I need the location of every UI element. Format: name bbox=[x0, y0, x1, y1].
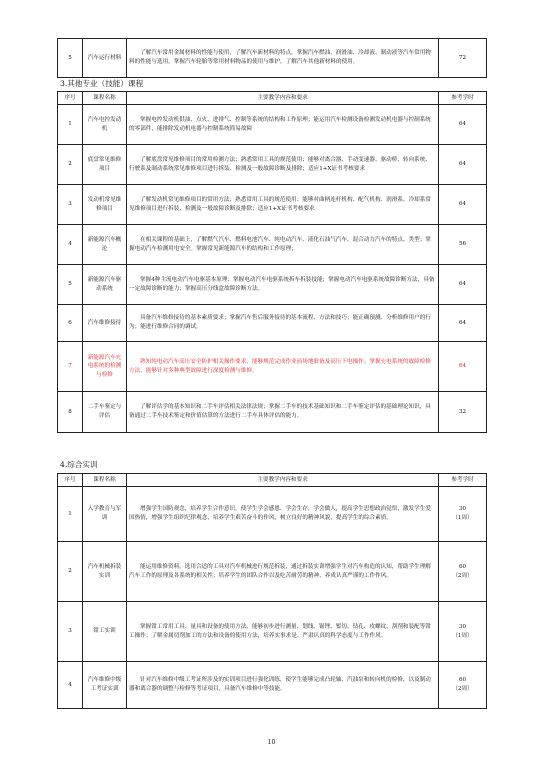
course-content: 针对汽车维修中级工考证所涉及的实训项目进行强化训练，使学生能够完成凸轮轴、汽油泵和转向机的检修，以及制动器和离合器的调整与检修等考证项目，具备汽车维修中等技能。 bbox=[127, 662, 439, 709]
course-content: 具备汽车维修接待的基本素质要求；掌握汽车售后服务接待的基本流程、方法和技巧；能正确预测、分析维修用户的行为；能进行维修合同的调试。 bbox=[127, 305, 439, 342]
table-row bbox=[58, 662, 487, 709]
course-hours: 64 bbox=[439, 105, 487, 145]
course-name: 汽车维修接待 bbox=[83, 305, 127, 342]
page-number: 10 bbox=[267, 739, 276, 746]
course-content: 掌握4种主流电动汽车电驱基本原理；掌握电动汽车电驱系统拆车拆装技能；掌握电动汽车电驱系统故障诊断方法，具备一定故障诊断的能力；掌握高压分线盒故障诊断方法。 bbox=[127, 265, 439, 305]
header-no: 序号 bbox=[58, 92, 83, 105]
course-hours: 64 bbox=[439, 305, 487, 342]
course-name: 二手车鉴定与评估 bbox=[83, 392, 127, 433]
row-number: 2 bbox=[58, 145, 83, 185]
table-row-highlighted bbox=[58, 342, 487, 392]
course-hours: 72 bbox=[439, 39, 487, 78]
course-hours-cell bbox=[439, 487, 487, 542]
row-number: 2 bbox=[58, 542, 83, 602]
course-content: 增强学生国防观念，培养学生合作意识，使学生学会感恩、学会生存，学会做人，提高学生思想政治觉悟，激发学生爱国热情，增强学生组织纪律观念，培养学生艰苦奋斗的作风，树立良好的精神风貌，提高学生的综合素质。 bbox=[127, 487, 439, 542]
course-hours: 56 bbox=[439, 225, 487, 265]
course-hours: 60 bbox=[458, 677, 467, 684]
table-row bbox=[58, 265, 487, 305]
table-row bbox=[58, 542, 487, 602]
row-number: 7 bbox=[58, 342, 83, 392]
course-hours: 30 bbox=[458, 506, 467, 513]
course-name: 发动机常见维修项目 bbox=[83, 185, 127, 225]
course-name: 新能源汽车充电系统的检测与检修 bbox=[83, 342, 127, 392]
course-content: 了解汽车常用金属材料的性能与使用，了解汽车新材料的特点，掌握汽车燃油、润滑油、冷却液、制动液等汽车常用物料的性能与选用，掌握汽车轮胎等常用材料物品的使用与维护，了解汽车其他新材料的使用。 bbox=[127, 39, 439, 78]
header-course-name: 课程名称 bbox=[83, 474, 127, 487]
row-number: 1 bbox=[58, 105, 83, 145]
row-number: 8 bbox=[58, 392, 83, 433]
course-content: 能运用维修资料，选用合适的工具对汽车机械进行规范拆装，通过拆装实训增强学生对汽车构造的认知，帮助学生理解汽车工作的原理及各系统的相关性；培养学生的团队合作以及吃苦耐劳的精神，养成认真严谨的工作作风。 bbox=[127, 542, 439, 602]
course-hours-cell bbox=[439, 542, 487, 602]
table-row bbox=[58, 145, 487, 185]
course-hours: 64 bbox=[439, 185, 487, 225]
section-title: 4.综合实训 bbox=[60, 460, 98, 469]
course-weeks: （1周） bbox=[452, 632, 473, 639]
course-hours: 30 bbox=[458, 623, 467, 630]
table-row bbox=[58, 602, 487, 662]
header-course-name: 课程名称 bbox=[83, 92, 127, 105]
course-name: 汽车机械拆装实训 bbox=[83, 542, 127, 602]
course-name: 钳工实训 bbox=[83, 602, 127, 662]
table-header-row bbox=[58, 474, 487, 487]
course-content: 掌握电控发动机供油、点火、进排气、控制等系统的结构和工作原理；能运用汽车检测设备检测发动机电器与控制系统的零部件，能排除发动机电器与控制系统简易故障 bbox=[127, 105, 439, 145]
section-title: 3.其他专业（技能）课程 bbox=[60, 79, 144, 88]
course-name: 汽车电控发动机 bbox=[83, 105, 127, 145]
row-number: 3 bbox=[58, 602, 83, 662]
row-number: 5 bbox=[58, 39, 83, 78]
table-header-row bbox=[58, 92, 487, 105]
header-hours: 参考学时 bbox=[439, 92, 487, 105]
table-row bbox=[58, 225, 487, 265]
comprehensive-training-table bbox=[57, 473, 487, 709]
course-hours: 64 bbox=[439, 342, 487, 392]
course-content: 在相关课程的基础上，了解燃气汽车、燃料电池汽车、纯电动汽车、液化石油气汽车、混合动力汽车的特点、类型；掌握电动汽车检测用电安全。掌握常见新能源汽车的结构和工作原理； bbox=[127, 225, 439, 265]
course-hours-cell bbox=[439, 602, 487, 662]
course-weeks: （1周） bbox=[452, 515, 473, 521]
course-weeks: （2周） bbox=[452, 686, 473, 692]
course-name: 新能源汽车概论 bbox=[83, 225, 127, 265]
table-row bbox=[58, 185, 487, 225]
course-content: 掌握钳工常用工具、量具和设备的使用方法，能够初步进行测量、划线、锯锉、錾切、钻孔、攻螺纹、刮削和装配等钳工操作；了解金属切削加工的方法和设备的使用方法，培养实事求是、严肃认真的科学态度与工作作风。 bbox=[127, 602, 439, 662]
row-number: 6 bbox=[58, 305, 83, 342]
course-hours: 64 bbox=[439, 145, 487, 185]
course-content: 了解评估学的基本知识和二手车评估相关法律法规；掌握二手车的技术基础知识和二手车鉴定评估的基础理论知识，具备通过二手车技术鉴定和价值估算的方法进行二手车具体评估的能力。 bbox=[127, 392, 439, 433]
row-number: 1 bbox=[58, 487, 83, 542]
course-name: 汽车运行材料 bbox=[83, 39, 127, 78]
table-row bbox=[58, 39, 487, 78]
course-name: 汽车维修中级工考证实训 bbox=[83, 662, 127, 709]
other-courses-table bbox=[57, 91, 487, 433]
course-name: 底盘常见维修项目 bbox=[83, 145, 127, 185]
table-row bbox=[58, 305, 487, 342]
table-row bbox=[58, 105, 487, 145]
row-number: 5 bbox=[58, 265, 83, 305]
course-hours-cell bbox=[439, 662, 487, 709]
header-content: 主要教学内容和要求 bbox=[127, 474, 439, 487]
row-number: 4 bbox=[58, 225, 83, 265]
row-number: 3 bbox=[58, 185, 83, 225]
course-content: 熟知纯电动汽车高压安全防护相关操作要求，能够规范完成作业前场地准备及高压下电操作；掌握充电系统的故障检修方法，能够针对多种典型故障进行深度检测与维修。 bbox=[127, 342, 439, 392]
course-content: 了解底盘常见维修项目的常用检测方法；熟悉常用工具的规范使用；能够对离合器、手动变速器、驱动桥、转向系统、行驶系及制动系统常见维修项目进行拆装、检测及一般故障诊断及排除；适应1+X证书考核要求 bbox=[127, 145, 439, 185]
course-hours: 60 bbox=[458, 563, 467, 570]
course-name: 新能源汽车驱动系统 bbox=[83, 265, 127, 305]
course-content: 了解发动机常见维修项目的常用方法；熟悉常用工具的规范使用；能够对曲柄连杆机构、配气机构、润滑系、冷却系常见维修项目进行拆装、检测及一般故障诊断及排除；适应1+X证书考核要求 bbox=[127, 185, 439, 225]
header-hours: 参考学时 bbox=[439, 474, 487, 487]
course-hours: 64 bbox=[439, 265, 487, 305]
header-no: 序号 bbox=[58, 474, 83, 487]
table-row bbox=[58, 487, 487, 542]
row-number: 4 bbox=[58, 662, 83, 709]
course-hours: 32 bbox=[439, 392, 487, 433]
course-name: 入学教育与军训 bbox=[83, 487, 127, 542]
continuation-table bbox=[57, 38, 487, 78]
table-row bbox=[58, 392, 487, 433]
header-content: 主要教学内容和要求 bbox=[127, 92, 439, 105]
course-weeks: （2周） bbox=[452, 572, 473, 579]
